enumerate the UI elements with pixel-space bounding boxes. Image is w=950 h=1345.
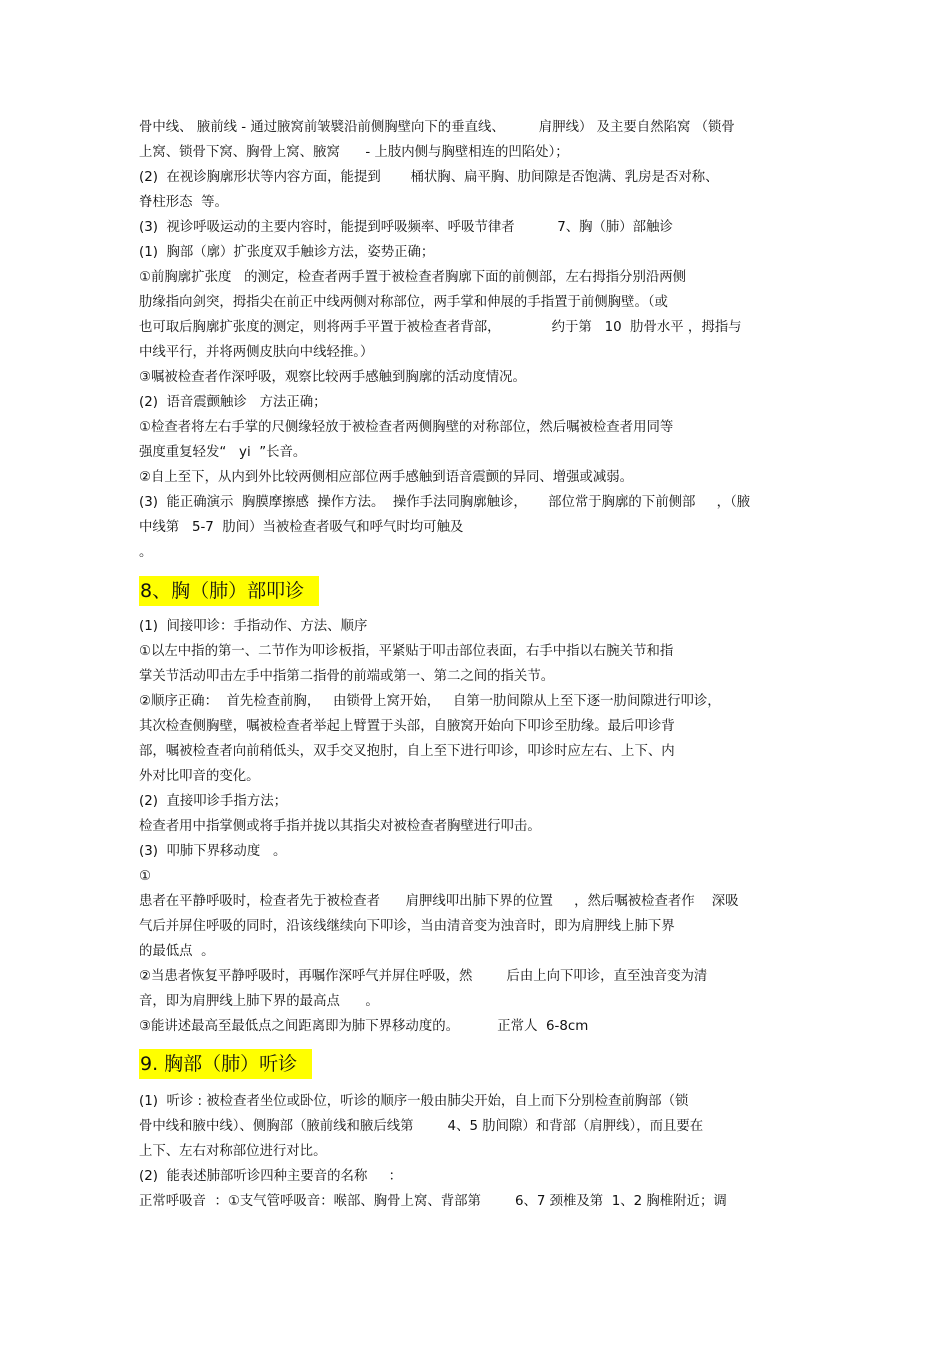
text-line: 音，即为肩胛线上肺下界的最高点 。 <box>139 994 379 1009</box>
text-line: 气后并屏住呼吸的同时，沿该线继续向下叩诊，当由清音变为浊音时，即为肩胛线上肺下界 <box>139 919 675 934</box>
text-line: ②顺序正确： 首先检查前胸， 由锁骨上窝开始， 自第一肋间隙从上至下逐一肋间隙进行叩诊， <box>139 694 721 709</box>
text-line: 正常呼吸音 ：①支气管呼吸音：喉部、胸骨上窝、背部第 6、7 颈椎及第 1、2 胸椎附近；调 <box>139 1194 727 1209</box>
text-line: 。 <box>139 545 153 560</box>
text-line: ③嘱被检查者作深呼吸，观察比较两手感触到胸廓的活动度情况。 <box>139 370 526 385</box>
text-line: 肋缘指向剑突，拇指尖在前正中线两侧对称部位，两手掌和伸展的手指置于前侧胸壁。（或 <box>139 295 668 310</box>
text-line: (3) 视诊呼吸运动的主要内容时，能提到呼吸频率、呼吸节律者 7、胸（肺）部触诊 <box>139 220 673 235</box>
text-line: ①前胸廓扩张度 的测定，检查者两手置于被检查者胸廓下面的前侧部，左右拇指分别沿两侧 <box>139 270 687 285</box>
text-line: (1) 间接叩诊：手指动作、方法、顺序 <box>139 619 368 634</box>
text-line: (2) 能表述肺部听诊四种主要音的名称 ： <box>139 1169 403 1184</box>
text-line: 的最低点 。 <box>139 944 215 959</box>
text-line: (2) 语音震颤触诊 方法正确； <box>139 395 327 410</box>
text-line: 患者在平静呼吸时，检查者先于被检查者 肩胛线叩出肺下界的位置 ，然后嘱被检查者作 深吸 <box>139 894 739 909</box>
text-line: (3) 能正确演示 胸膜摩擦感 操作方法。 操作手法同胸廓触诊， 部位常于胸廓的下前侧部 ，（腋 <box>139 495 751 510</box>
text-line: 骨中线和腋中线）、侧胸部（腋前线和腋后线第 4、5 肋间隙）和背部（肩胛线），而且要在 <box>139 1119 704 1134</box>
text-line: ①检查者将左右手掌的尺侧缘轻放于被检查者两侧胸壁的对称部位，然后嘱被检查者用同等 <box>139 420 674 435</box>
section-heading-8: 8、胸（肺）部叩诊 <box>139 576 319 606</box>
text-line: ②当患者恢复平静呼吸时，再嘱作深呼气并屏住呼吸，然 后由上向下叩诊，直至浊音变为清 <box>139 969 708 984</box>
text-line: 也可取后胸廓扩张度的测定，则将两手平置于被检查者背部， 约于第 10 肋骨水平 ，拇指与 <box>139 320 742 335</box>
text-line: (1) 胸部（廓）扩张度双手触诊方法，姿势正确； <box>139 245 435 260</box>
text-line: 中线平行，并将两侧皮肤向中线轻推。） <box>139 345 374 360</box>
text-line: ① <box>139 869 152 884</box>
text-line: 外对比叩音的变化。 <box>139 769 260 784</box>
text-line: 强度重复轻发“ yi ”长音。 <box>139 445 307 460</box>
text-line: (2) 在视诊胸廓形状等内容方面，能提到 桶状胸、扁平胸、肋间隙是否饱满、乳房是否对称、 <box>139 170 719 185</box>
section-heading-9: 9. 胸部（肺）听诊 <box>139 1049 312 1079</box>
text-line: (2) 直接叩诊手指方法； <box>139 794 287 809</box>
text-line: 其次检查侧胸壁，嘱被检查者举起上臂置于头部，自腋窝开始向下叩诊至肋缘。最后叩诊背 <box>139 719 675 734</box>
text-line: ①以左中指的第一、二节作为叩诊板指，平紧贴于叩击部位表面，右手中指以右腕关节和指 <box>139 644 674 659</box>
text-line: (3) 叩肺下界移动度 。 <box>139 844 287 859</box>
text-line: 骨中线、 腋前线 - 通过腋窝前皱襞沿前侧胸壁向下的垂直线、 肩胛线） 及主要自然陷窝 （锁骨 <box>139 120 735 135</box>
text-line: 检查者用中指掌侧或将手指并拢以其指尖对被检查者胸壁进行叩击。 <box>139 819 541 834</box>
text-line: 掌关节活动叩击左手中指第二指骨的前端或第一、第二之间的指关节。 <box>139 669 555 684</box>
text-line: 部，嘱被检查者向前稍低头，双手交叉抱肘，自上至下进行叩诊，叩诊时应左右、上下、内 <box>139 744 675 759</box>
text-line: ②自上至下，从内到外比较两侧相应部位两手感触到语音震颤的异同、增强或减弱。 <box>139 470 634 485</box>
text-line: (1) 听诊 : 被检查者坐位或卧位，听诊的顺序一般由肺尖开始，自上而下分别检查前胸部（锁 <box>139 1094 689 1109</box>
text-line: 上下、左右对称部位进行对比。 <box>139 1144 327 1159</box>
text-line: 脊柱形态 等。 <box>139 195 228 210</box>
text-line: ③能讲述最高至最低点之间距离即为肺下界移动度的。 正常人 6-8cm <box>139 1019 589 1034</box>
text-line: 中线第 5-7 肋间）当被检查者吸气和呼气时均可触及 <box>139 520 464 535</box>
text-line: 上窝、锁骨下窝、胸骨上窝、腋窝 - 上肢内侧与胸壁相连的凹陷处）； <box>139 145 569 160</box>
